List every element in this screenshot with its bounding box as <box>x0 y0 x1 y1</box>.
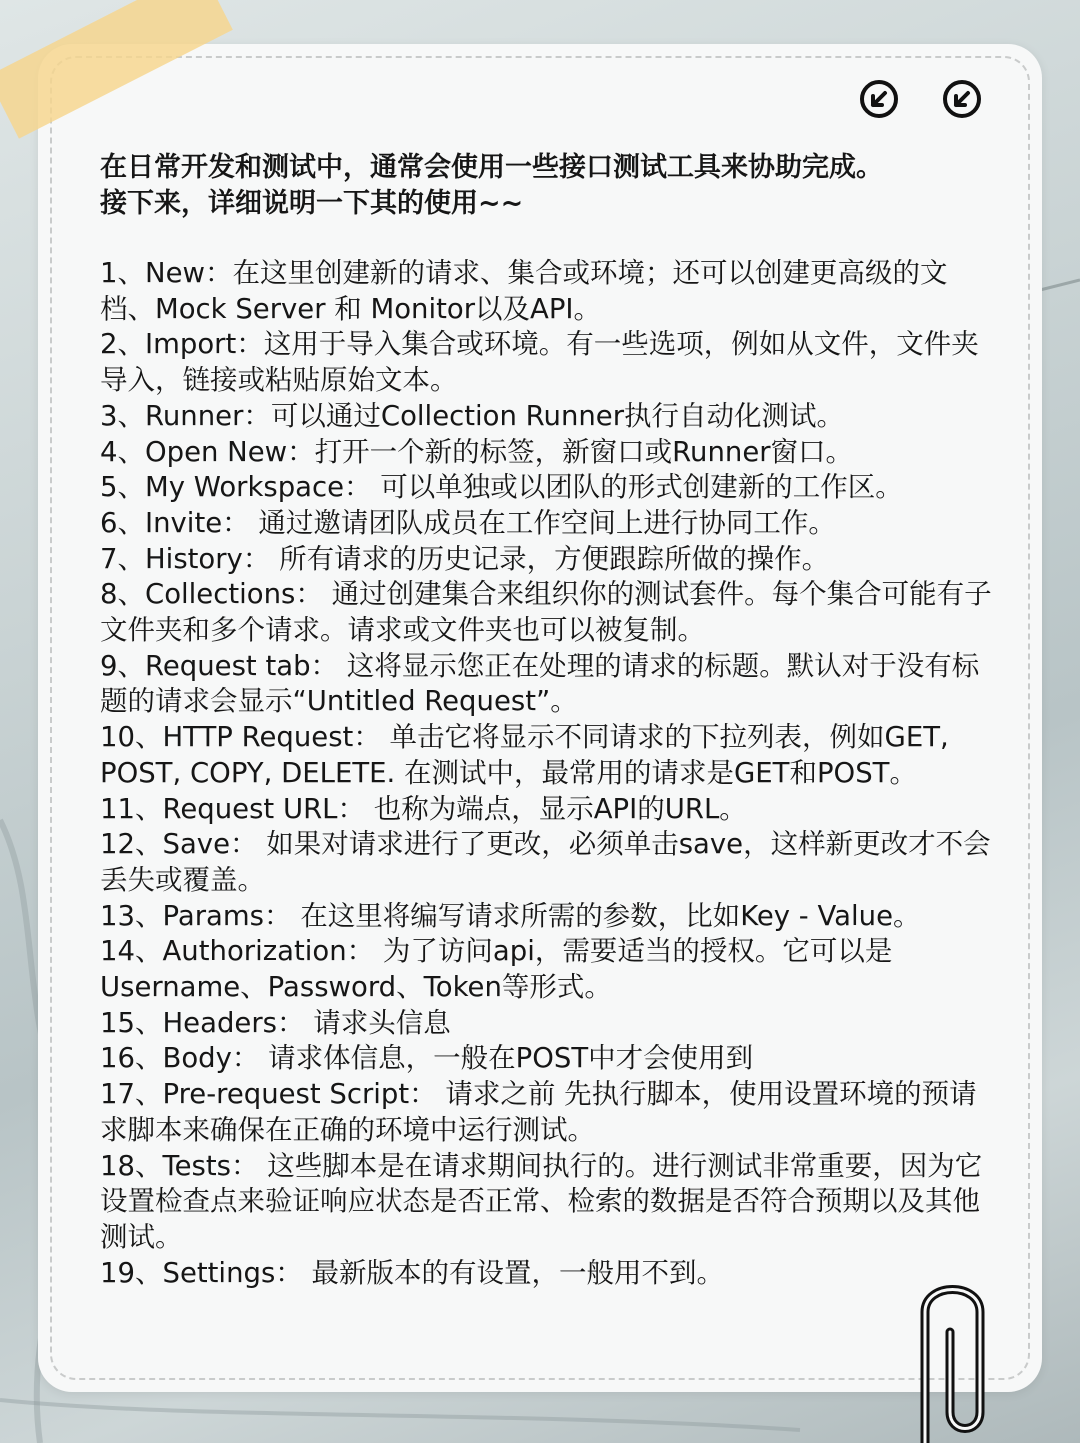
arrow-down-left-circle-icon <box>941 78 983 120</box>
list-item: 15、Headers： 请求头信息 <box>100 1006 451 1039</box>
list-item: 10、HTTP Request： 单击它将显示不同请求的下拉列表，例如GET, POST, COPY, DELETE. 在测试中，最常用的请求是GET和POST。 <box>100 721 949 789</box>
note-content <box>100 150 1000 1291</box>
intro-heading <box>100 150 1000 222</box>
list-item: 19、Settings： 最新版本的有设置，一般用不到。 <box>100 1256 725 1289</box>
list-item: 12、Save： 如果对请求进行了更改，必须单击save，这样新更改才不会丢失或覆盖。 <box>100 828 991 896</box>
list-item: 6、Invite： 通过邀请团队成员在工作空间上进行协同工作。 <box>100 506 836 539</box>
feature-list <box>100 256 1000 1291</box>
list-item: 16、Body： 请求体信息，一般在POST中才会使用到 <box>100 1042 754 1075</box>
list-item: 17、Pre-request Script： 请求之前 先执行脚本，使用设置环境的预请求脚本来确保在正确的环境中运行测试。 <box>100 1078 977 1146</box>
list-item: 14、Authorization： 为了访问api，需要适当的授权。它可以是Username、Password、Token等形式。 <box>100 935 893 1004</box>
intro-line-2: 接下来，详细说明一下其的使用~~ <box>100 188 524 219</box>
list-item: 9、Request tab： 这将显示您正在处理的请求的标题。默认对于没有标题的请求会显示“Untitled Request”。 <box>100 649 980 718</box>
paperclip-icon <box>895 1262 1005 1443</box>
list-item: 1、New：在这里创建新的请求、集合或环境；还可以创建更高级的文档、Mock Server 和 Monitor以及API。 <box>100 257 948 325</box>
list-item: 13、Params： 在这里将编写请求所需的参数，比如Key - Value。 <box>100 899 921 932</box>
list-item: 18、Tests： 这些脚本是在请求期间执行的。进行测试非常重要，因为它设置检查点来验证响应状态是否正常、检索的数据是否符合预期以及其他测试。 <box>100 1149 983 1253</box>
list-item: 5、My Workspace： 可以单独或以团队的形式创建新的工作区。 <box>100 471 903 504</box>
arrow-down-left-circle-icon <box>858 78 900 120</box>
list-item: 3、Runner：可以通过Collection Runner执行自动化测试。 <box>100 399 845 432</box>
list-item: 11、Request URL： 也称为端点，显示API的URL。 <box>100 792 747 825</box>
list-item: 7、History： 所有请求的历史记录，方便跟踪所做的操作。 <box>100 542 830 575</box>
list-item: 4、Open New：打开一个新的标签，新窗口或Runner窗口。 <box>100 435 854 468</box>
list-item: 2、Import：这用于导入集合或环境。有一些选项，例如从文件，文件夹导入，链接或粘贴原始文本。 <box>100 328 979 397</box>
list-item: 8、Collections： 通过创建集合来组织你的测试套件。每个集合可能有子文件夹和多个请求。请求或文件夹也可以被复制。 <box>100 578 992 647</box>
intro-line-1: 在日常开发和测试中，通常会使用一些接口测试工具来协助完成。 <box>100 152 883 183</box>
